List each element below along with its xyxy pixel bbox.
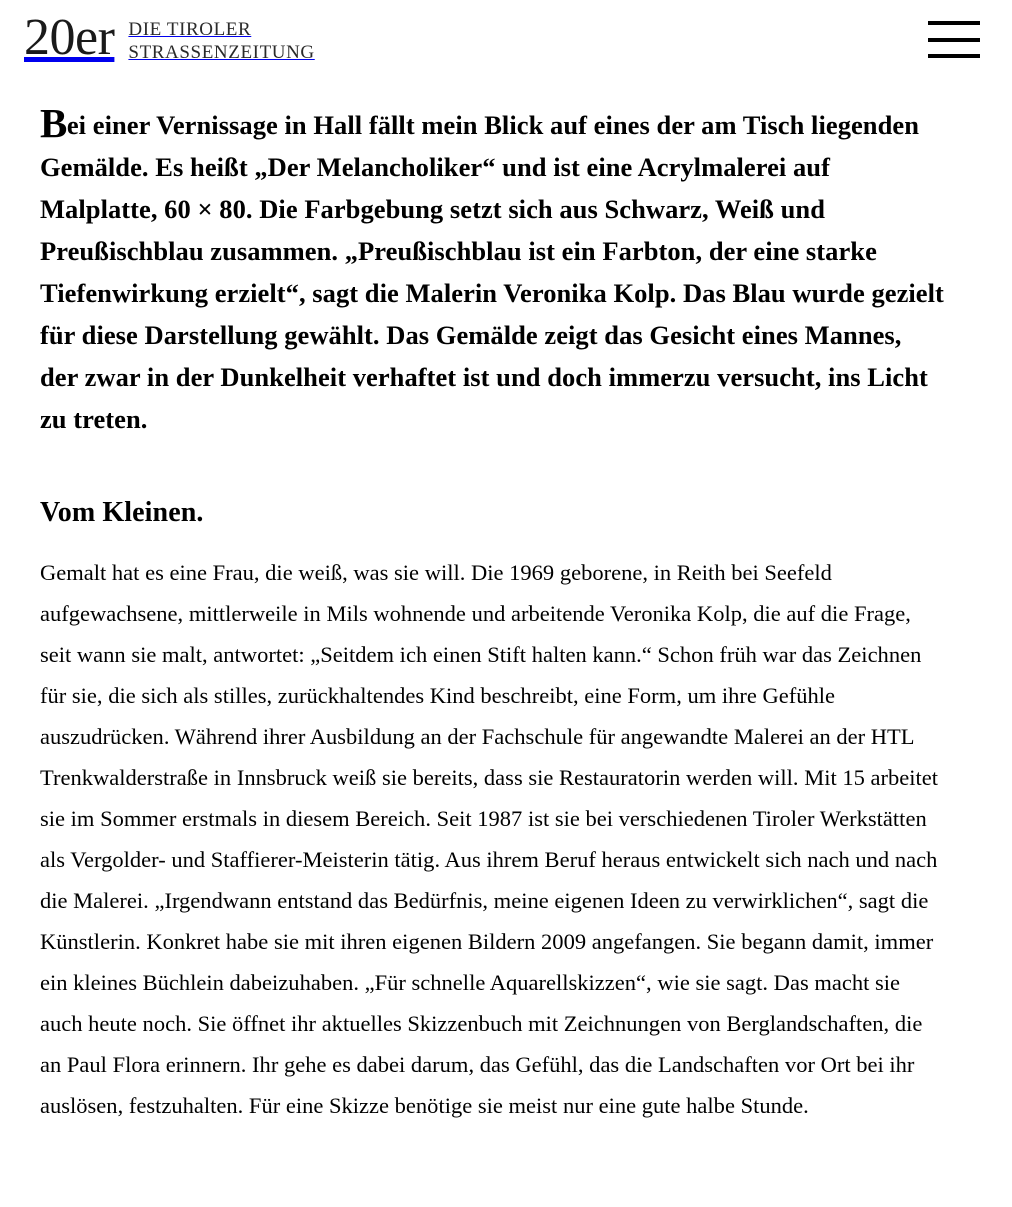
site-logo-link[interactable] xyxy=(24,9,315,66)
hamburger-bar-top xyxy=(928,21,980,25)
logo-tagline-line-1: DIE TIROLER xyxy=(128,19,252,41)
article-lead-paragraph xyxy=(40,100,945,440)
hamburger-icon[interactable] xyxy=(928,21,980,58)
hamburger-bar-middle xyxy=(928,38,980,42)
article-paragraph: Gemalt hat es eine Frau, die weiß, was sie will. Die 1969 geborene, in Reith bei Seefeld aufgewachsene, mittlerweile in Mils wohnende und arbeitende Veronika Kolp, die auf die Frage, seit wann sie malt, antwortet: „Seitdem ich einen Stift halten kann.“ Schon früh war das Zeichnen für sie, die sich als stilles, zurückhaltendes Kind beschreibt, eine Form, um ihre Gefühle auszudrücken. Während ihrer Ausbildung an der Fachschule für angewandte Malerei an der HTL Trenkwalderstraße in Innsbruck weiß sie bereits, dass sie Restauratorin werden will. Mit 15 arbeitet sie im Sommer erstmals in diesem Bereich. Seit 1987 ist sie bei verschiedenen Tiroler Werkstätten als Vergolder- und Staffierer-Meisterin tätig. Aus ihrem Beruf heraus entwickelt sich nach und nach die Malerei. „Irgendwann entstand das Bedürfnis, meine eigenen Ideen zu verwirklichen“, sagt die Künstlerin. Konkret habe sie mit ihren eigenen Bildern 2009 angefangen. Sie begann damit, immer ein kleines Büchlein dabeizuhaben. „Für schnelle Aquarellskizzen“, wie sie sagt. Das macht sie auch heute noch. Sie öffnet ihr aktuelles Skizzenbuch mit Zeichnungen von Berglandschaften, die an Paul Flora erinnern. Ihr gehe es dabei darum, das Gefühl, das die Landschaften vor Ort bei ihr auslösen, festzuhalten. Für eine Skizze benötige sie meist nur eine gute halbe Stunde. xyxy=(40,559,939,1118)
article-body xyxy=(0,100,1012,1126)
logo-tagline-line-2: STRASSENZEITUNG xyxy=(128,41,315,63)
logo-wordmark: 20er xyxy=(24,9,115,66)
lead-dropcap: B xyxy=(40,100,67,146)
hamburger-bar-bottom xyxy=(928,54,980,58)
logo-tagline xyxy=(128,14,314,64)
lead-text: ei einer Vernissage in Hall fällt mein Blick auf eines der am Tisch liegenden Gemälde. Es heißt „Der Melancholiker“ und ist eine Acrylmalerei auf Malplatte, 60 × 80. Die Farbgebung setzt sich aus Schwarz, Weiß und Preußischblau zusammen. „Preußischblau ist ein Farbton, der eine starke Tiefenwirkung erzielt“, sagt die Malerin Veronika Kolp. Das Blau wurde gezielt für diese Darstellung gewählt. Das Gemälde zeigt das Gesicht eines Mannes, der zwar in der Dunkelheit verhaftet ist und doch immerzu versucht, ins Licht zu treten. xyxy=(40,110,944,434)
section-heading: Vom Kleinen. xyxy=(40,497,204,528)
site-header xyxy=(0,0,1012,72)
